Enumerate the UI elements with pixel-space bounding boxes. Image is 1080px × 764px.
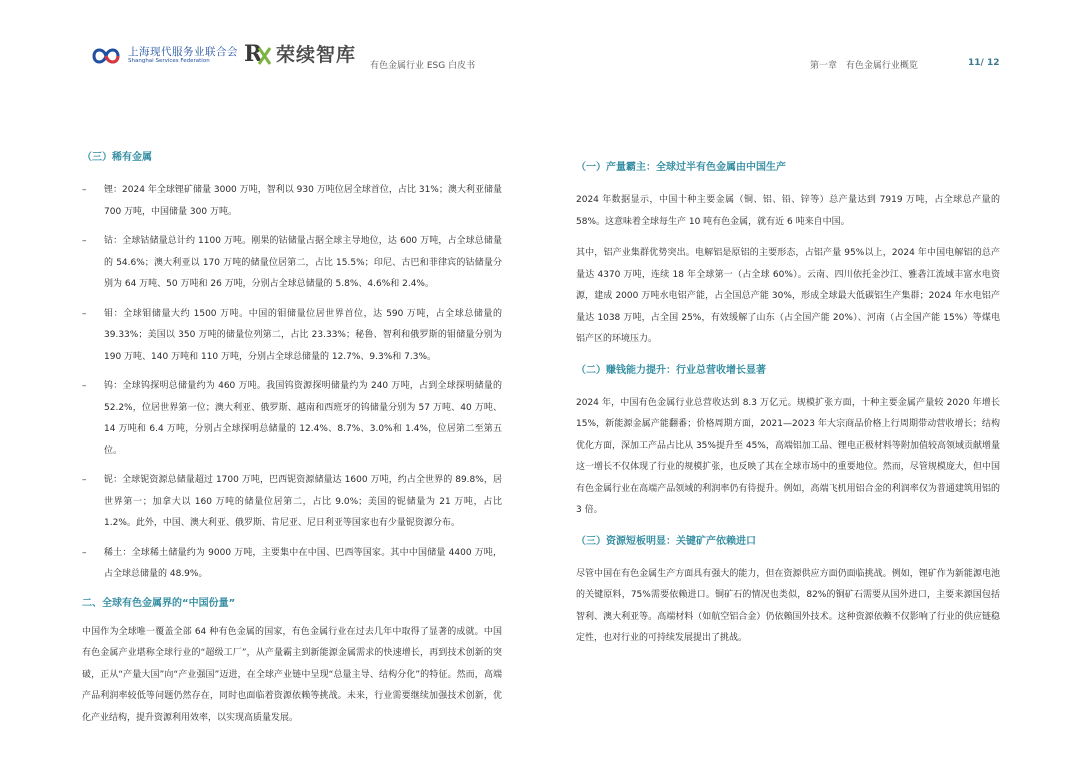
bullet-dash: – [82, 475, 87, 485]
list-item [82, 543, 502, 586]
logo2-text: 荣续智库 [276, 44, 357, 66]
bullet-dash: – [82, 185, 87, 195]
rare-metals-list [82, 180, 502, 586]
list-item [82, 304, 502, 369]
bullet-dash: – [82, 381, 87, 391]
rx-logo-icon [244, 40, 272, 66]
right-column [576, 160, 1000, 650]
bullet-dash: – [82, 547, 87, 558]
federation-logo-icon [90, 44, 122, 68]
left-column [82, 150, 502, 729]
section-heading-production-leader: （一）产量霸主：全球过半有色金属由中国生产 [576, 162, 786, 173]
page-header [0, 0, 1080, 80]
list-item [82, 180, 502, 223]
section-heading-profitability: （二）赚钱能力提升：行业总营收增长显著 [576, 364, 766, 376]
list-item-text: 钴：全球钴储量总计约 1100 万吨。刚果的钴储量占据全球主导地位，达 600 万吨，占全球总储量的 54.6%；澳大利亚以 170 万吨的储量位居第二，占比 15.5%；印尼、古巴和菲律宾的钴储量分别为 64 万吨、50 万吨和 26 万吨，分别占全球总储量的 5.8%、4.6%和 2.4%。 [104, 236, 502, 289]
section-paragraph: 尽管中国在有色金属生产方面具有强大的能力，但在资源供应方面仍面临挑战。例如，锂矿作为新能源电池的关键原料，75%需要依赖进口。铜矿石的情况也类似，82%的铜矿石需要从国外进口，主要来源国包括智利、澳大利亚等。高端材料（如航空铝合金）仍依赖国外技术。这种资源依赖不仅影响了行业的供应链稳定性，也对行业的可持续发展提出了挑战。 [576, 568, 1000, 643]
section-heading-rare-metals: （三）稀有金属 [82, 152, 152, 163]
shanghai-services-federation-logo [90, 42, 238, 70]
section-paragraph: 2024 年，中国有色金属行业总营收达到 8.3 万亿元。规模扩张方面，十种主要金属产量较 2020 年增长 15%，新能源金属产能翻番；价格周期方面，2021—2023 年大宗商品价格上行周期带动营收增长；结构优化方面，深加工产品占比从 35%提升至 45%，高端铝加工品、锂电正极材料等附加值较高领域贡献增量这一增长不仅体现了行业的规模扩张，也反映了其在全球市场中的重要地位。然而，尽管规模庞大，但中国有色金属行业在高端产品领域的利润率仍有待提升。例如，高端飞机用铝合金的利润率仅为普通建筑用铝的 3 倍。 [576, 397, 1000, 515]
section-paragraph: 中国作为全球唯一覆盖全部 64 种有色金属的国家，有色金属行业在过去几年中取得了显著的成就。中国有色金属产业堪称全球行业的“超级工厂”，从产量霸主到新能源金属需求的快速增长，再到技术创新的突破，正从“产量大国”向“产业强国”迈进，在全球产业链中呈现“总量主导、结构分化”的特征。然而，高端产品利润率较低等问题仍然存在，同时也面临着资源依赖等挑战。未来，行业需要继续加强技术创新，优化产业结构，提升资源利用效率，以实现高质量发展。 [82, 626, 502, 723]
document-title: 有色金属行业 ESG 白皮书 [370, 61, 476, 71]
logo1-chinese-name: 上海现代服务业联合会 [128, 46, 238, 58]
list-item-text: 钨：全球钨探明总储量约为 460 万吨。我国钨资源探明储量约为 240 万吨，占到全球探明储量的 52.2%，位居世界第一位；澳大利亚、俄罗斯、越南和西班牙的钨储量分别为 57 万吨、40 万吨、14 万吨和 6.4 万吨，分别占全球探明总储量的 12.4%、8.7%、3.0%和 1.4%，位居第二至第五位。 [104, 381, 502, 456]
section-paragraph: 其中，铝产业集群优势突出。电解铝是原铝的主要形态，占铝产量 95%以上，2024 年中国电解铝的总产量达 4370 万吨，连续 18 年全球第一（占全球 60%）。云南、四川依托金沙江、雅砻江流域丰富水电资源，建成 2000 万吨水电铝产能，占全国总产能 30%，形成全球最大低碳铝生产集群；2024 年水电铝产量达 1038 万吨，占全国 25%，有效缓解了山东（占全国产能 20%）、河南（占全国产能 15%）等煤电铝产区的环境压力。 [576, 248, 1000, 344]
section-heading-resource-shortage: （三）资源短板明显：关键矿产依赖进口 [576, 535, 756, 547]
list-item [82, 376, 502, 462]
svg-text:R: R [244, 41, 263, 66]
section-heading-china-weight: 二、全球有色金属界的“中国份量” [82, 597, 236, 609]
logo1-english-name: Shanghai Services Federation [128, 58, 210, 64]
rongxu-think-tank-logo [244, 38, 364, 68]
list-item-text: 稀土：全球稀土储量约为 9000 万吨，主要集中在中国、巴西等国家。其中中国储量 4400 万吨，占全球总储量的 48.9%。 [104, 547, 502, 579]
list-item-text: 锂：2024 年全球锂矿储量 3000 万吨，智利以 930 万吨位居全球首位，占比 31%；澳大利亚储量 700 万吨，中国储量 300 万吨。 [104, 185, 502, 217]
chapter-title: 第一章 有色金属行业概览 [810, 61, 918, 71]
list-item [82, 231, 502, 296]
list-item-text: 钼：全球钼储量大约 1500 万吨。中国的钼储量位居世界首位，达 590 万吨，占全球总储量的 39.33%；美国以 350 万吨的储量位列第二，占比 23.33%；秘鲁、智利和俄罗斯的钼储量分别为 190 万吨、140 万吨和 110 万吨，分别占全球总储量的 12.7%、9.3%和 7.3%。 [104, 308, 502, 362]
bullet-dash: – [82, 308, 87, 319]
list-item [82, 470, 502, 535]
section-paragraph: 2024 年数据显示，中国十种主要金属（铜、铝、铅、锌等）总产量达到 7919 万吨，占全球总产量的 58%。这意味着全球每生产 10 吨有色金属，就有近 6 吨来自中国。 [576, 195, 1000, 227]
list-item-text: 铌：全球铌资源总储量超过 1700 万吨，巴西铌资源储量达 1600 万吨，约占全世界的 89.8%，居世界第一；加拿大以 160 万吨的储量位居第二，占比 9.0%；美国的铌储量为 21 万吨，占比 1.2%。此外，中国、澳大利亚、俄罗斯、肯尼亚、尼日利亚等国家也有少量铌资源分布。 [104, 475, 502, 528]
page-number: 11/ 12 [968, 58, 1000, 68]
bullet-dash: – [82, 236, 87, 246]
